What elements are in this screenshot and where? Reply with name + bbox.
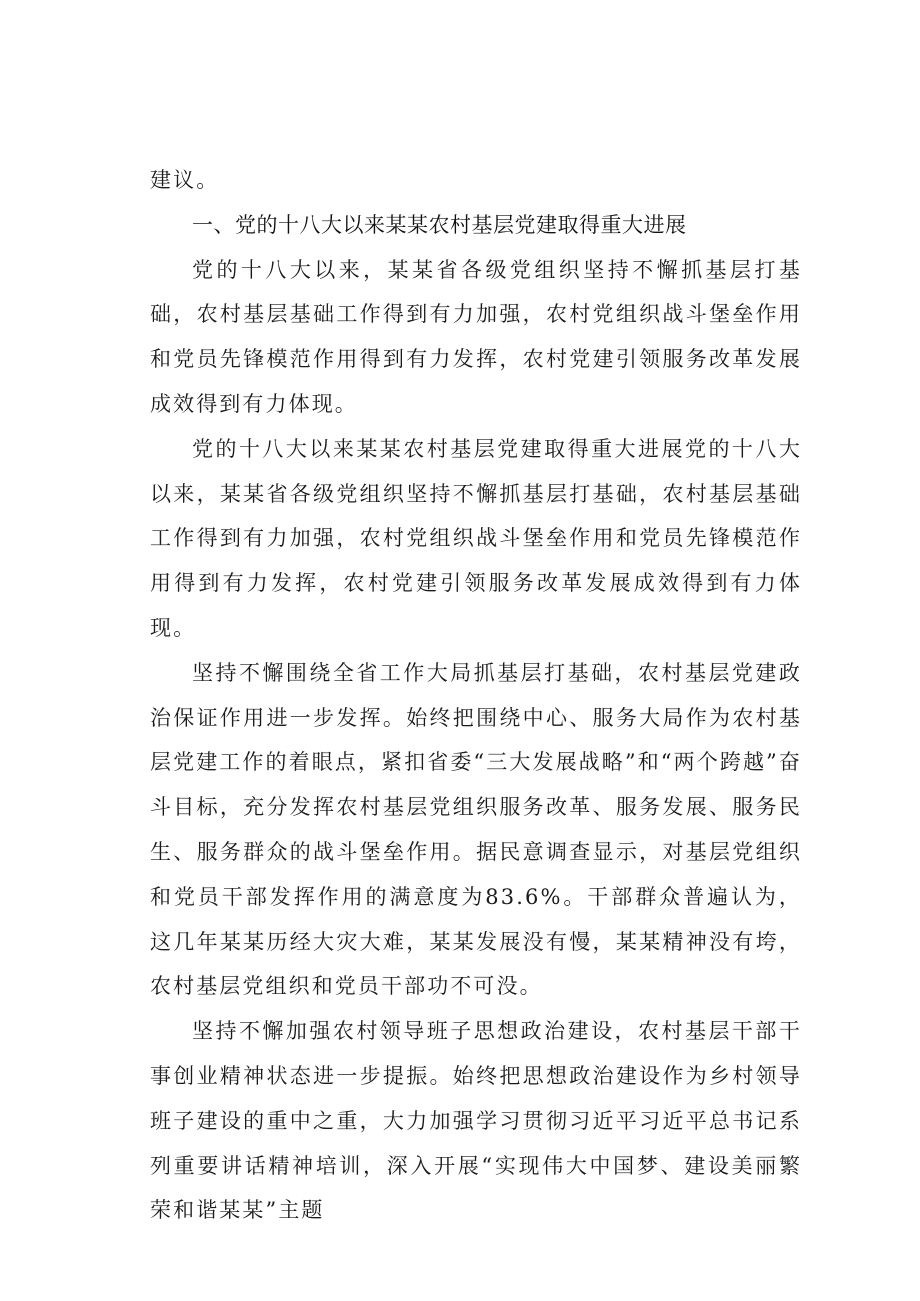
document-body (150, 158, 802, 1233)
section-heading: 一、党的十八大以来某某农村基层党建取得重大进展 (192, 212, 687, 237)
body-paragraph: 党的十八大以来某某农村基层党建取得重大进展党的十八大以来，某某省各级党组织坚持不懈抓基层打基础，农村基层基础工作得到有力加强，农村党组织战斗堡垒作用和党员先锋模范作用得到有力发挥，农村党建引领服务改革发展成效得到有力体现。 (150, 436, 802, 640)
body-paragraph: 坚持不懈围绕全省工作大局抓基层打基础，农村基层党建政治保证作用进一步发挥。始终把围绕中心、服务大局作为农村基层党建工作的着眼点，紧扣省委“三大发展战略”和“两个跨越”奋斗目标，充分发挥农村基层党组织服务改革、服务发展、服务民生、服务群众的战斗堡垒作用。据民意调查显示，对基层党组织和党员干部发挥作用的满意度为83.6%。干部群众普遍认为，这几年某某历经大灾大难，某某发展没有慢，某某精神没有垮，农村基层党组织和党员干部功不可没。 (150, 660, 802, 999)
body-paragraph: 党的十八大以来，某某省各级党组织坚持不懈抓基层打基础，农村基层基础工作得到有力加强，农村党组织战斗堡垒作用和党员先锋模范作用得到有力发挥，农村党建引领服务改革发展成效得到有力体现。 (150, 257, 802, 416)
body-paragraph: 坚持不懈加强农村领导班子思想政治建设，农村基层干部干事创业精神状态进一步提振。始终把思想政治建设作为乡村领导班子建设的重中之重，大力加强学习贯彻习近平习近平总书记系列重要讲话精神培训，深入开展“实现伟大中国梦、建设美丽繁荣和谐某某”主题 (150, 1019, 802, 1223)
continuation-text: 建议。 (150, 168, 220, 192)
